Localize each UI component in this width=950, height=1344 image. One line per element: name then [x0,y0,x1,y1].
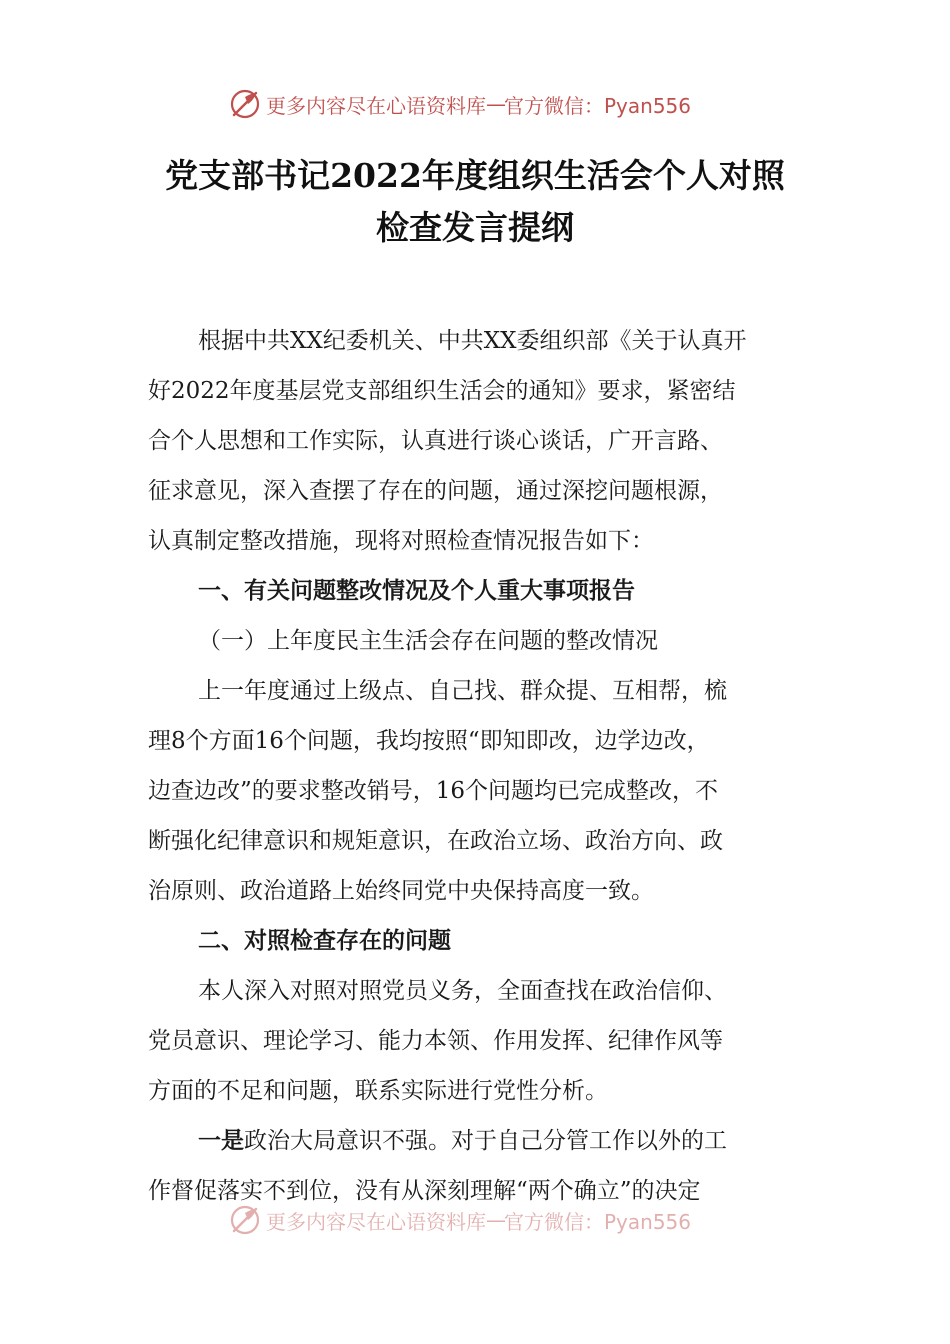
body-line: 根据中共XX纪委机关、中共XX委组织部《关于认真开 [198,328,747,354]
body-line: 边查边改”的要求整改销号，16个问题均已完成整改，不 [148,778,719,804]
document-title [60,150,890,254]
watermark-suffix: 官方微信：Pyan556 [504,1209,692,1234]
body-line: 好2022年度基层党支部组织生活会的通知》要求，紧密结 [148,378,736,404]
body-line: 党员意识、理论学习、能力本领、作用发挥、纪律作风等 [148,1028,723,1054]
body-line: 治原则、政治道路上始终同党中央保持高度一致。 [148,878,654,904]
body-line: 理8个方面16个问题，我均按照“即知即改，边学边改， [148,728,710,754]
watermark-footer [228,1204,691,1236]
watermark-suffix: 官方微信：Pyan556 [504,93,692,118]
watermark-text: 更多内容尽在心语资料库 [266,1209,486,1234]
subsection-heading-1: （一）上年度民主生活会存在问题的整改情况 [198,628,658,654]
watermark-dash: — [486,92,504,116]
point-lead: 一是 [198,1128,244,1154]
watermark-header [228,84,691,124]
watermark-dash: — [486,1208,504,1232]
section-heading-1: 一、有关问题整改情况及个人重大事项报告 [198,578,635,604]
body-line: 征求意见，深入查摆了存在的问题，通过深挖问题根源， [148,478,723,504]
body-line: 本人深入对照对照党员义务，全面查找在政治信仰、 [198,978,727,1004]
body-line: 作督促落实不到位，没有从深刻理解“两个确立”的决定 [148,1178,701,1204]
watermark-text: 更多内容尽在心语资料库 [266,93,486,118]
document-body [148,316,808,1216]
quill-logo-icon [228,1204,262,1236]
section-heading-2: 二、对照检查存在的问题 [198,928,451,954]
title-line-1: 党支部书记2022年度组织生活会个人对照 [165,156,785,195]
body-line: 认真制定整改措施，现将对照检查情况报告如下： [148,528,654,554]
body-line: 上一年度通过上级点、自己找、群众提、互相帮，梳 [198,678,727,704]
body-line: 方面的不足和问题，联系实际进行党性分析。 [148,1078,608,1104]
title-line-2: 检查发言提纲 [376,208,574,247]
body-line: 断强化纪律意识和规矩意识，在政治立场、政治方向、政 [148,828,723,854]
body-line: 合个人思想和工作实际，认真进行谈心谈话，广开言路、 [148,428,723,454]
point-text: 政治大局意识不强。对于自己分管工作以外的工 [244,1128,727,1154]
body-line [148,1116,808,1166]
quill-logo-icon [228,87,262,121]
